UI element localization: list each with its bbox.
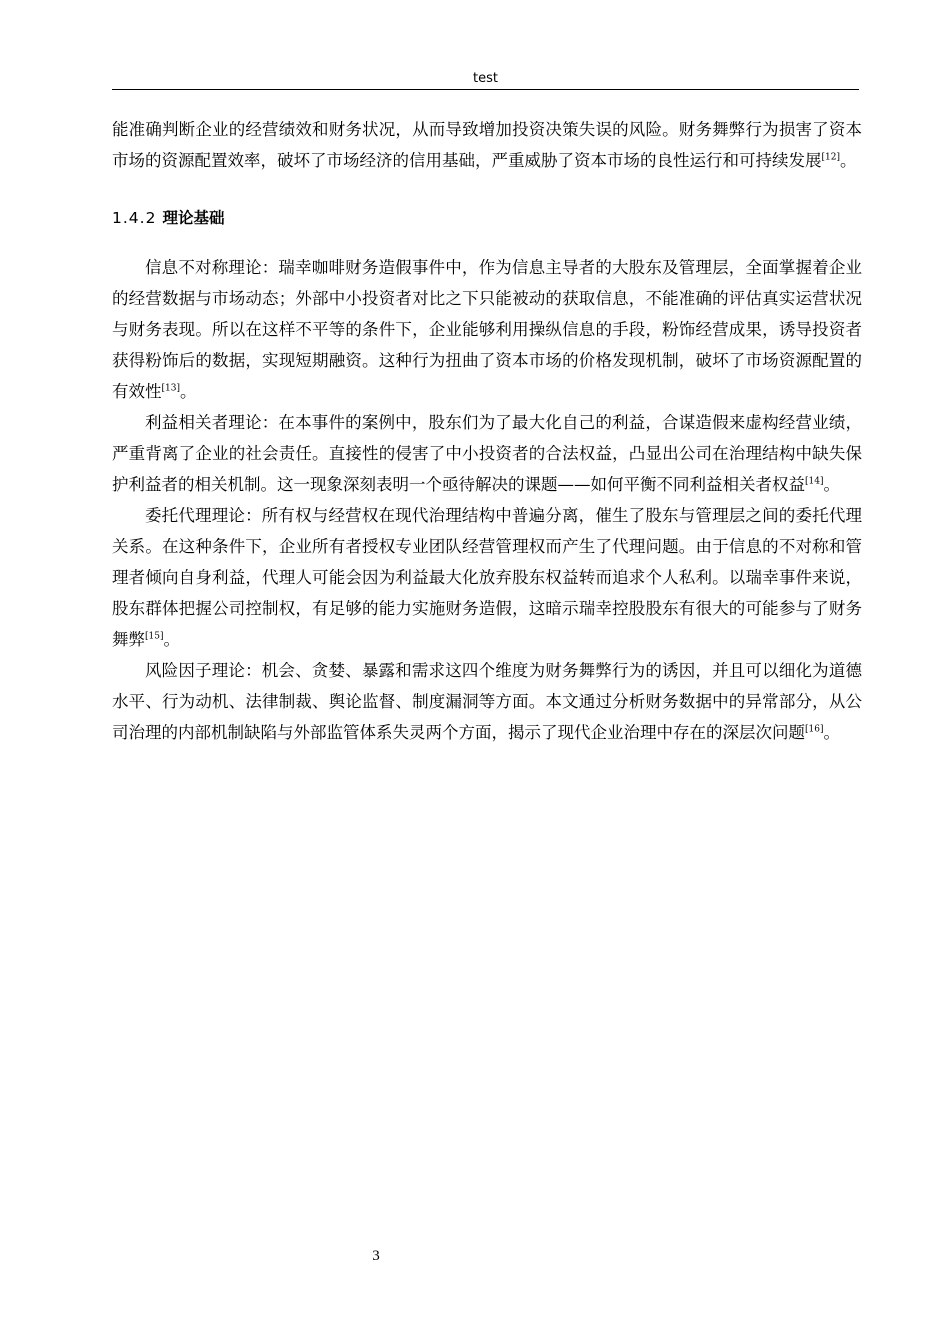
paragraph-tail: 。: [823, 723, 840, 742]
paragraph-text: 利益相关者理论：在本事件的案例中，股东们为了最大化自己的利益，合谋造假来虚构经营业绩，严重背离了企业的社会责任。直接性的侵害了中小投资者的合法权益，凸显出公司在治理结构中缺失保护利益者的相关机制。这一现象深刻表明一个亟待解决的课题——如何平衡不同利益相关者权益: [112, 413, 862, 494]
paragraph-text: 信息不对称理论：瑞幸咖啡财务造假事件中，作为信息主导者的大股东及管理层，全面掌握着企业的经营数据与市场动态；外部中小投资者对比之下只能被动的获取信息，不能准确的评估真实运营状况与财务表现。所以在这样不平等的条件下，企业能够利用操纵信息的手段，粉饰经营成果，诱导投资者获得粉饰后的数据，实现短期融资。这种行为扭曲了资本市场的价格发现机制，破坏了市场资源配置的有效性: [112, 258, 862, 401]
paragraph-risk-factor-theory: [112, 655, 862, 748]
document-body: [112, 114, 862, 748]
paragraph-tail: 。: [179, 382, 197, 401]
section-title: 理论基础: [162, 209, 225, 227]
citation-14[interactable]: [14]: [805, 476, 824, 487]
citation-13[interactable]: [13]: [161, 383, 180, 394]
header-title: test: [473, 71, 498, 86]
paragraph-stakeholder-theory: [112, 407, 862, 500]
paragraph-agency-theory: [112, 500, 862, 655]
page-footer: [0, 1246, 752, 1266]
paragraph-tail: 。: [823, 475, 840, 494]
citation-12[interactable]: [12]: [821, 152, 840, 163]
paragraph-text: 委托代理理论：所有权与经营权在现代治理结构中普遍分离，催生了股东与管理层之间的委托代理关系。在这种条件下，企业所有者授权专业团队经营管理权而产生了代理问题。由于信息的不对称和管理者倾向自身利益，代理人可能会因为利益最大化放弃股东权益转而追求个人私利。以瑞幸事件来说，股东群体把握公司控制权，有足够的能力实施财务造假，这暗示瑞幸控股股东有很大的可能参与了财务舞弊: [112, 506, 862, 649]
citation-15[interactable]: [15]: [145, 631, 164, 642]
page-number: 3: [372, 1248, 380, 1264]
paragraph-tail: 。: [839, 151, 857, 170]
citation-16[interactable]: [16]: [805, 724, 824, 735]
header-divider: [112, 89, 859, 90]
page-header: [112, 70, 859, 88]
paragraph-text: 能准确判断企业的经营绩效和财务状况，从而导致增加投资决策失误的风险。财务舞弊行为损害了资本市场的资源配置效率，破坏了市场经济的信用基础，严重威胁了资本市场的良性运行和可持续发展: [112, 120, 862, 170]
section-number: 1.4.2: [112, 209, 157, 227]
paragraph-text: 风险因子理论：机会、贪婪、暴露和需求这四个维度为财务舞弊行为的诱因，并且可以细化为道德水平、行为动机、法律制裁、舆论监督、制度漏洞等方面。本文通过分析财务数据中的异常部分，从公司治理的内部机制缺陷与外部监管体系失灵两个方面，揭示了现代企业治理中存在的深层次问题: [112, 661, 862, 742]
section-heading: [112, 206, 862, 230]
paragraph-information-asymmetry: [112, 252, 862, 407]
paragraph-tail: 。: [163, 630, 180, 649]
paragraph-continued: [112, 114, 862, 176]
